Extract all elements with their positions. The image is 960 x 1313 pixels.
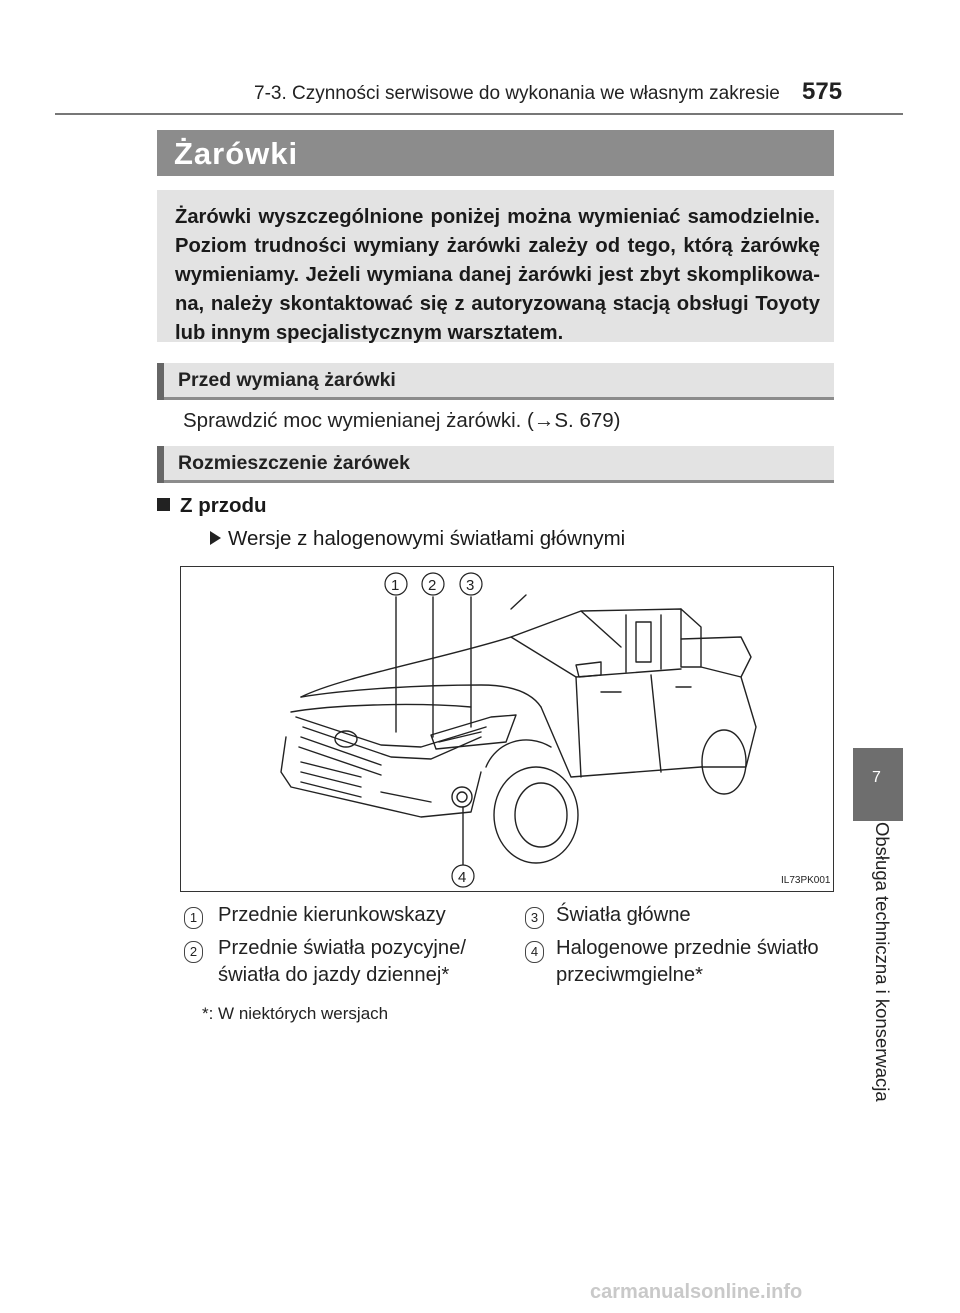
callout-4-label: 4 xyxy=(458,869,467,886)
legend-number-3: 3 xyxy=(525,907,544,929)
figure-code: IL73PK001 xyxy=(781,875,831,886)
page-title: Żarówki xyxy=(174,136,299,171)
square-bullet-icon xyxy=(157,498,170,511)
legend-item-1: Przednie kierunkowskazy xyxy=(218,904,446,926)
callout-3-label: 3 xyxy=(466,577,475,594)
truck-illustration xyxy=(180,566,834,892)
section-heading-before: Przed wymianą żarówki xyxy=(178,369,396,391)
footnote: *: W niektórych wersjach xyxy=(202,1004,389,1023)
section-marker xyxy=(157,363,164,400)
check-wattage-text: Sprawdzić moc wymienianej żarówki. (→S. 679) xyxy=(183,409,621,432)
legend-number-2: 2 xyxy=(184,941,203,963)
legend-item-2: Przednie światła pozycyjne/ światła do jazdy dziennej* xyxy=(218,937,466,986)
truck-drawing xyxy=(181,567,833,891)
intro-text: Żarówki wyszczególnione poniżej można wymieniać samodzielnie. Poziom trudności wymiany żarówki zależy od tego, którą żarówkę wymieniamy. Jeżeli wymiana danej żarówki jest zbyt skomplikowa-na, należy skontaktować się z autoryzowaną stacją obsługi Toyoty lub innym specjalistycznym warsztatem. xyxy=(175,206,820,344)
page-number: 575 xyxy=(802,78,843,105)
watermark: carmanualsonline.info xyxy=(590,1281,803,1303)
legend-number-4: 4 xyxy=(525,941,544,963)
header-rule xyxy=(55,113,903,115)
running-header: 7-3. Czynności serwisowe do wykonania we własnym zakresie xyxy=(254,83,780,104)
variant-label: Wersje z halogenowymi światłami głównymi xyxy=(228,527,626,550)
callout-1-label: 1 xyxy=(391,577,400,594)
callout-2-label: 2 xyxy=(428,577,437,594)
subheading-front xyxy=(157,494,267,518)
section-heading-location: Rozmieszczenie żarówek xyxy=(178,452,410,474)
triangle-bullet-icon xyxy=(210,531,221,545)
legend-number-1: 1 xyxy=(184,907,203,929)
subheading-front-label: Z przodu xyxy=(180,494,267,517)
legend-item-3: Światła główne xyxy=(556,904,691,926)
chapter-label-text: Obsługa techniczna i konserwacja xyxy=(872,822,893,1102)
variant-line xyxy=(210,527,625,551)
section-marker xyxy=(157,446,164,483)
legend-item-4: Halogenowe przednie światło przeciwmgielne* xyxy=(556,937,819,986)
chapter-label xyxy=(869,822,893,1122)
chapter-number: 7 xyxy=(872,769,881,786)
